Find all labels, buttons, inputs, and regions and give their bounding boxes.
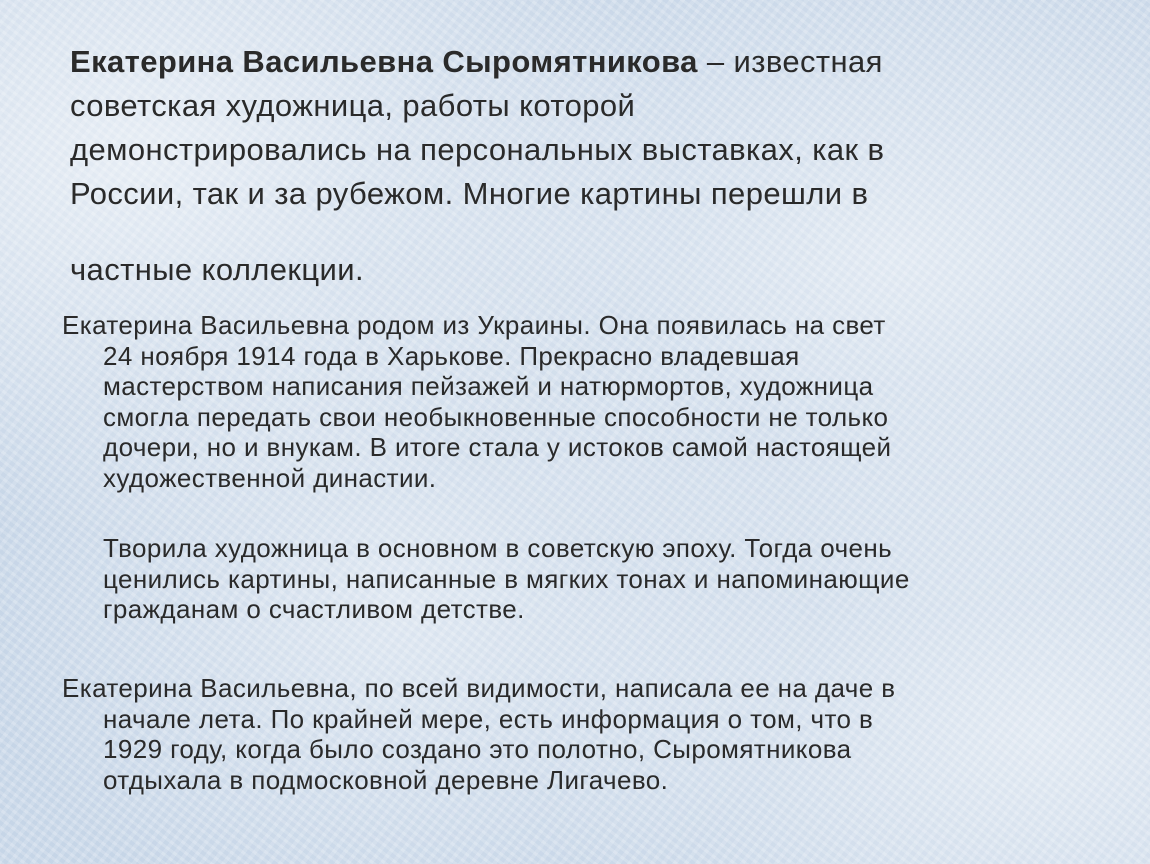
text-line: Екатерина Васильевна, по всей видимости, написала ее на даче в xyxy=(62,673,896,703)
artist-name: Екатерина Васильевна Сыромятникова xyxy=(70,44,698,79)
intro-line-2: советская художница, работы которой xyxy=(70,88,636,123)
era-paragraph xyxy=(103,533,910,625)
text-line: дочери, но и внукам. В итоге стала у истоков самой настоящей xyxy=(103,432,892,462)
text-line: Екатерина Васильевна родом из Украины. Она появилась на свет xyxy=(62,310,886,340)
text-line: художественной династии. xyxy=(103,462,437,493)
text-line: 1929 году, когда было создано это полотно, Сыромятникова xyxy=(103,734,852,764)
intro-dash-text: – известная xyxy=(697,44,883,79)
intro-line-3: демонстрировались на персональных выставках, как в xyxy=(70,132,885,167)
text-line: мастерством написания пейзажей и натюрмортов, художница xyxy=(103,371,874,401)
text-line: Творила художница в основном в советскую эпоху. Тогда очень xyxy=(103,533,893,563)
intro-line-4: России, так и за рубежом. Многие картины перешли в xyxy=(70,176,869,211)
text-line: отдыхала в подмосковной деревне Лигачево. xyxy=(103,764,669,795)
text-line: ценились картины, написанные в мягких тонах и напоминающие xyxy=(103,563,910,594)
intro-line-5: частные коллекции. xyxy=(70,252,364,287)
text-line: гражданам о счастливом детстве. xyxy=(103,594,525,624)
biography-paragraph xyxy=(62,310,891,493)
intro-line-1 xyxy=(70,40,1080,84)
painting-paragraph xyxy=(62,673,895,795)
text-line: смогла передать свои необыкновенные способности не только xyxy=(103,401,889,432)
text-line: 24 ноября 1914 года в Харькове. Прекрасно владевшая xyxy=(103,340,800,371)
intro-paragraph xyxy=(70,40,1080,292)
text-line: начале лета. По крайней мере, есть информация о том, что в xyxy=(103,703,874,734)
